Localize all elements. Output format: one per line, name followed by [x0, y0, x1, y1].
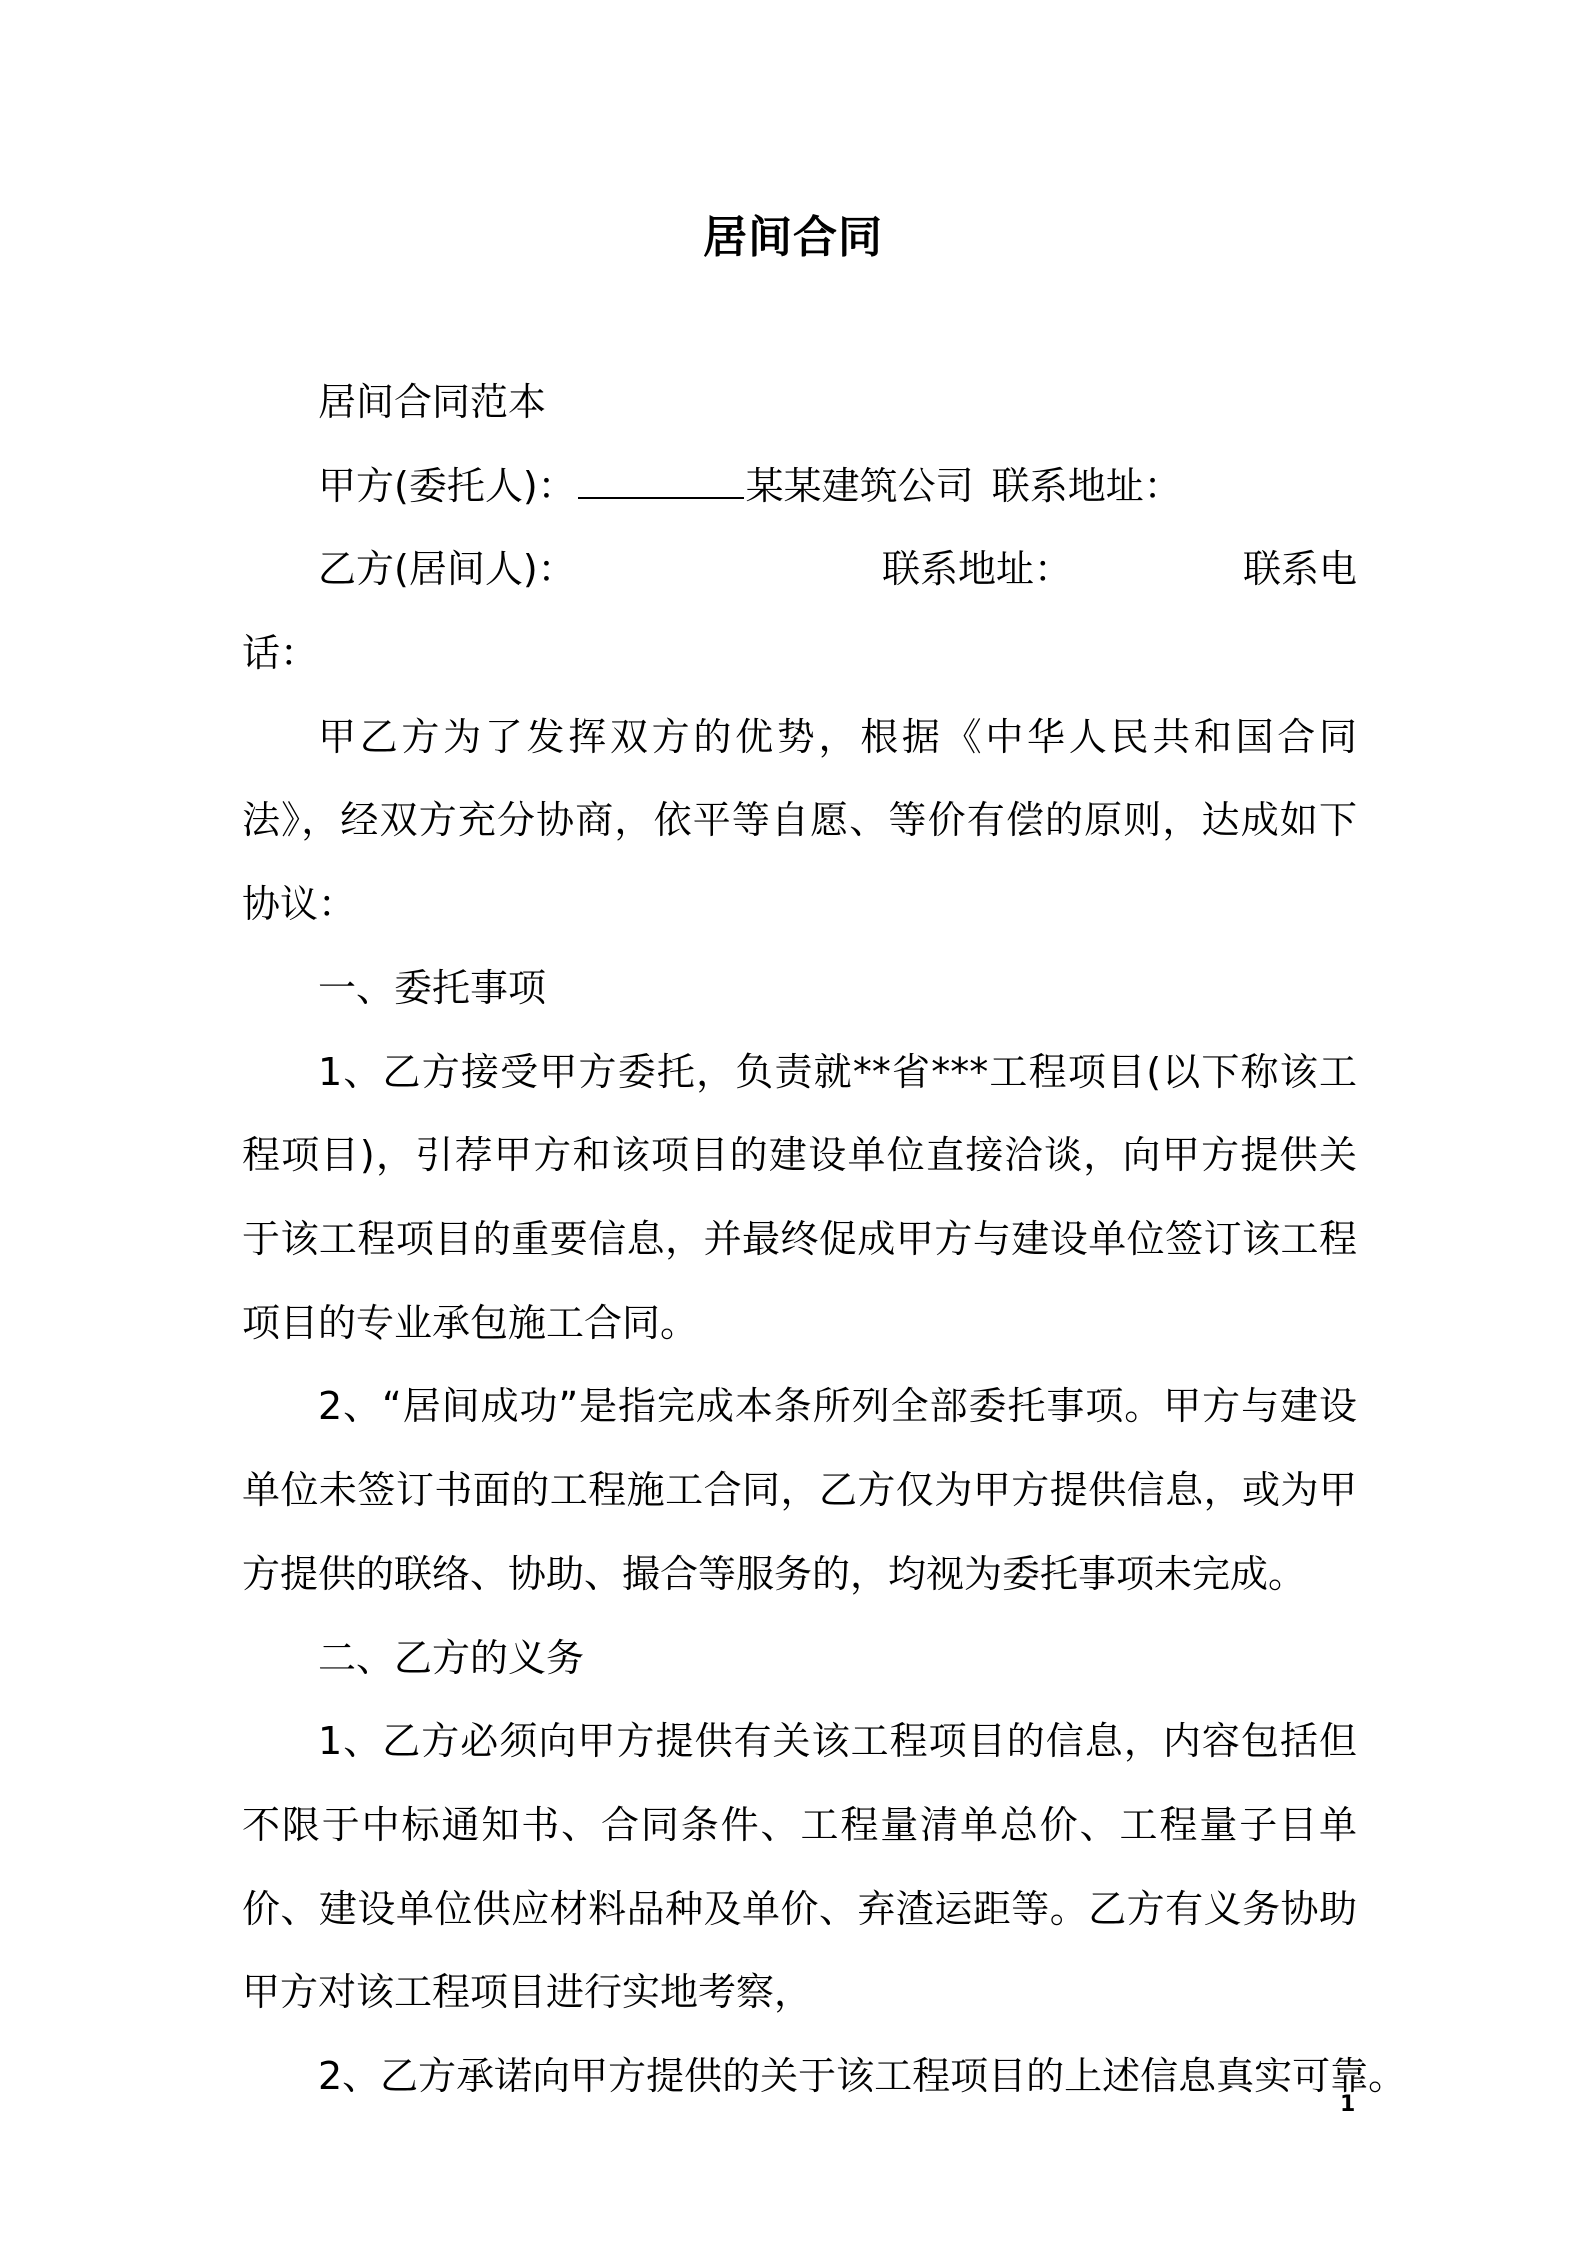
- document-title: 居间合同: [703, 212, 883, 263]
- section-heading-1: 一、委托事项: [318, 965, 547, 1010]
- party-b-address-label: 联系地址：: [882, 547, 1073, 592]
- party-a-name: 某某建筑公司: [745, 463, 974, 508]
- clause-2-1: 1、乙方必须向甲方提供有关该工程项目的信息，内容包括但不限于中标通知书、合同条件、工程量清单总价、工程量子目单价、建设单位供应材料品种及单价、弃渣运距等。乙方有义务协助甲方对该工程项目进行实地考察，: [242, 1719, 1357, 2015]
- subtitle: 居间合同范本: [318, 380, 547, 424]
- page-number: 1: [1340, 2092, 1356, 2117]
- party-b-phone-label-cont: 话：: [242, 631, 319, 676]
- blank-underline: [578, 463, 744, 499]
- clause-1-1: 1、乙方接受甲方委托，负责就**省***工程项目(以下称该工程项目)，引荐甲方和该项目的建设单位直接洽谈，向甲方提供关于该工程项目的重要信息，并最终促成甲方与建设单位签订该工程项目的专业承包施工合同。: [242, 1049, 1357, 1345]
- party-b-phone-continued: [242, 612, 1357, 696]
- party-b-phone-label: 联系电: [1242, 547, 1357, 592]
- party-b-label: 乙方(居间人)：: [318, 547, 576, 592]
- party-a-address-label: 联系地址：: [991, 463, 1182, 508]
- party-a-label: 甲方(委托人)：: [318, 463, 576, 508]
- document-body: [242, 361, 1407, 2119]
- paragraph-preamble: 甲乙方为了发挥双方的优势，根据《中华人民共和国合同法》，经双方充分协商，依平等自愿、等价有偿的原则，达成如下协议：: [242, 714, 1357, 927]
- party-b-line: [242, 528, 1357, 612]
- clause-2-2: 2、乙方承诺向甲方提供的关于该工程项目的上述信息真实可靠。: [318, 2054, 1407, 2099]
- section-heading-2: 二、乙方的义务: [318, 1635, 585, 1680]
- party-a-line: [242, 445, 1357, 529]
- clause-1-2: 2、“居间成功”是指完成本条所列全部委托事项。甲方与建设单位未签订书面的工程施工合同，乙方仅为甲方提供信息，或为甲方提供的联络、协助、撮合等服务的，均视为委托事项未完成。: [242, 1384, 1357, 1596]
